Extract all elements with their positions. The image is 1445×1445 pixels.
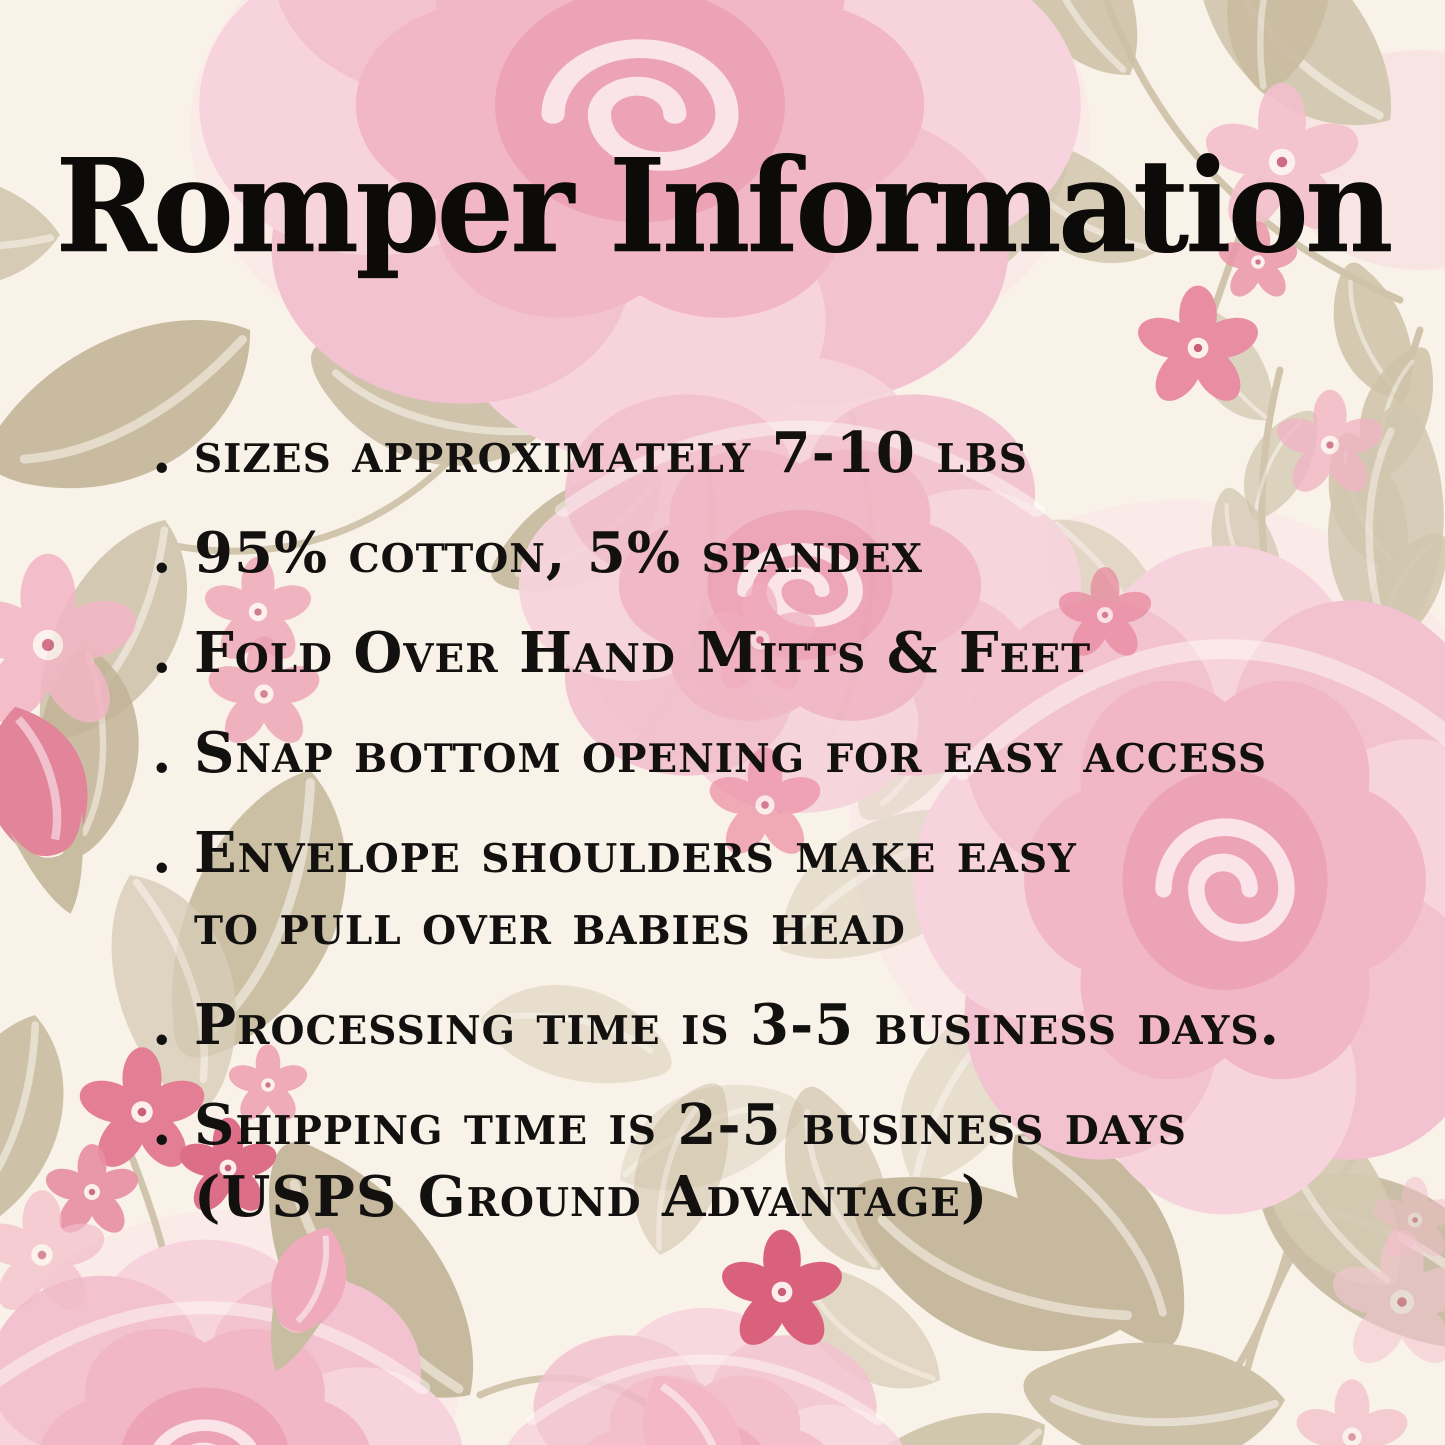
- info-item: [152, 1089, 1415, 1233]
- bullet-marker: .: [152, 619, 173, 686]
- bullet-marker: .: [152, 719, 173, 786]
- info-item-text: 95% cotton, 5% spandex: [194, 519, 923, 586]
- bullet-marker: .: [152, 991, 173, 1058]
- info-item: [152, 617, 1415, 689]
- info-item-text: sizes approximately 7-10 lbs: [194, 419, 1028, 486]
- info-item-text: Processing time is 3-5 business days.: [194, 991, 1281, 1058]
- bullet-marker: .: [152, 419, 173, 486]
- info-item: [152, 417, 1415, 489]
- info-item-text-continued: to pull over babies head: [194, 891, 906, 958]
- info-item: [152, 989, 1415, 1061]
- info-item-text-continued: (USPS Ground Advantage): [194, 1163, 989, 1230]
- page-title: Romper Information: [55, 129, 1390, 282]
- info-item: [152, 717, 1415, 789]
- info-item-text: Shipping time is 2-5 business days: [194, 1091, 1187, 1158]
- info-item-text: Fold Over Hand Mitts & Feet: [194, 619, 1092, 686]
- info-list: [0, 417, 1445, 1233]
- bullet-marker: .: [152, 819, 173, 886]
- info-item-text: Envelope shoulders make easy: [194, 819, 1077, 886]
- bullet-marker: .: [152, 519, 173, 586]
- bullet-marker: .: [152, 1091, 173, 1158]
- info-item: [152, 817, 1415, 961]
- info-item: [152, 517, 1415, 589]
- info-item-text: Snap bottom opening for easy access: [194, 719, 1268, 786]
